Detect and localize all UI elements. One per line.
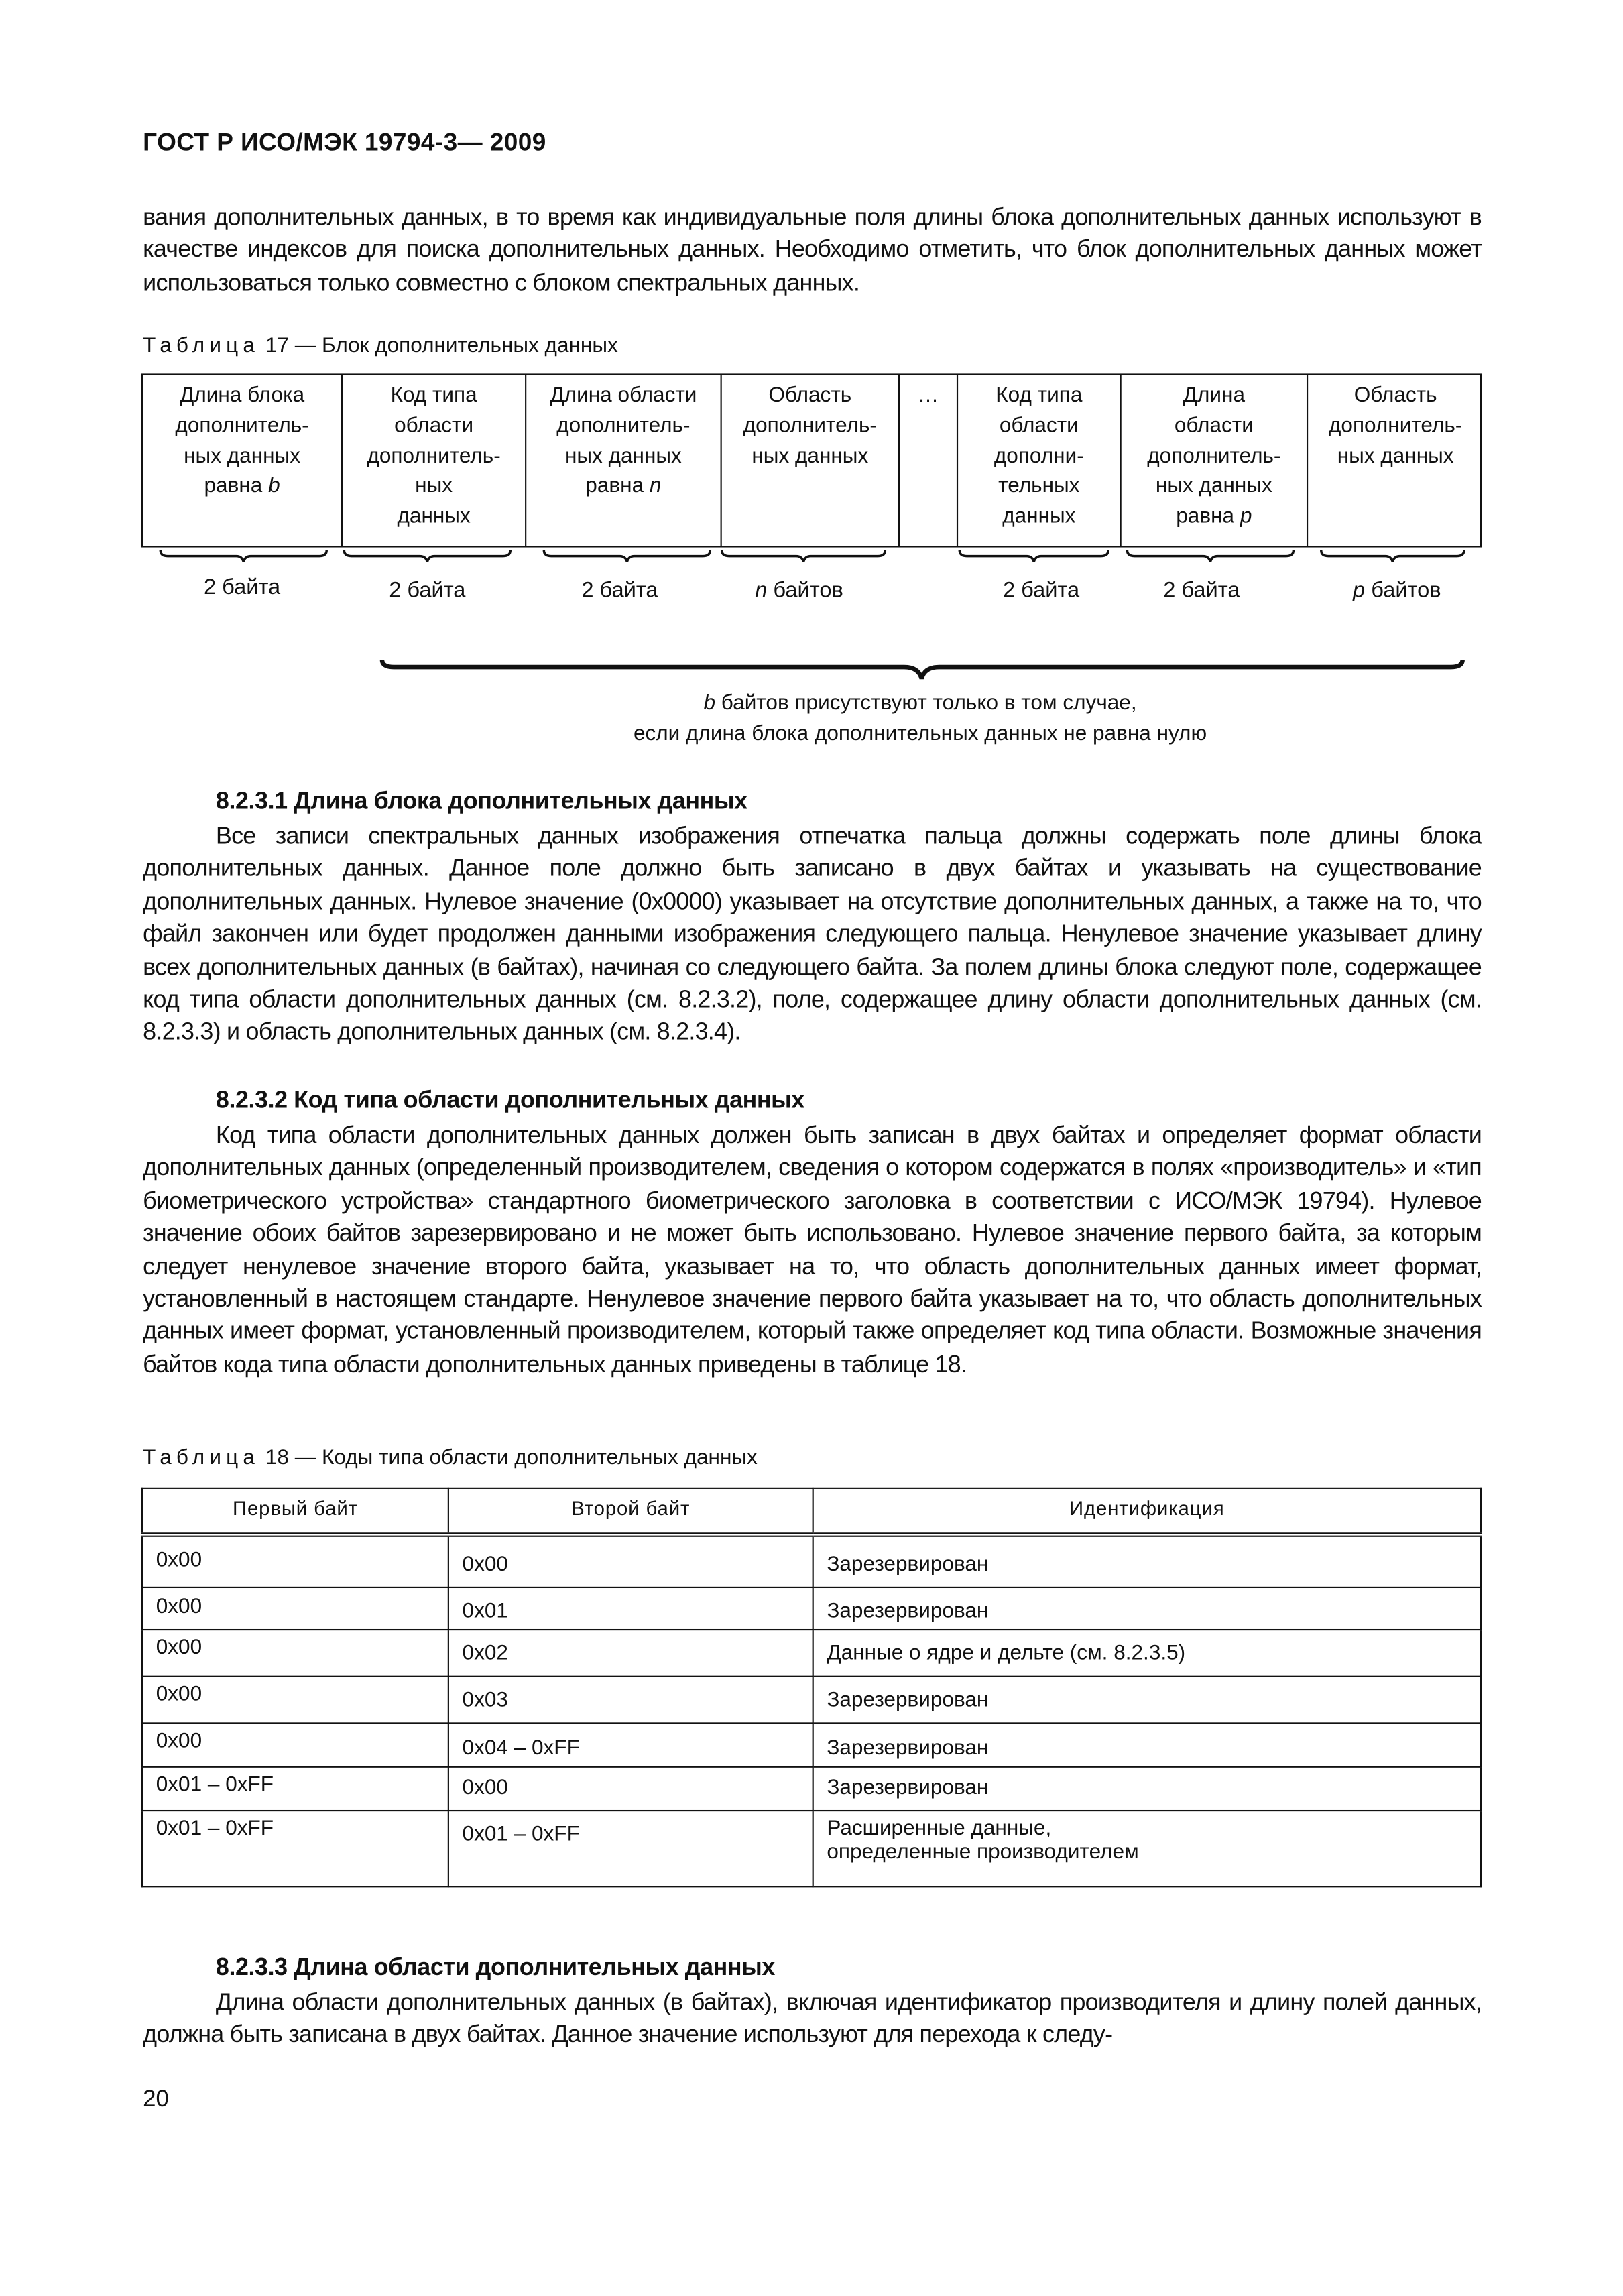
table18-row (142, 1630, 1481, 1677)
table17-caption-text: 17 — Блок дополнительных данных (265, 334, 618, 358)
table17-cell-line: Область (1354, 383, 1437, 408)
table18-row (142, 1587, 1481, 1630)
small-brace (722, 550, 886, 562)
note-line1-text: байтов присутствуют только в том случае, (721, 692, 1137, 715)
table17-cell-line: данных (397, 505, 471, 529)
table17-cell-line: Код типа (390, 383, 477, 408)
table18-row (142, 1677, 1481, 1724)
small-brace (959, 550, 1108, 562)
table17-cell-line: ных данных (1155, 475, 1272, 499)
table18-cell-line2: определенные производителем (827, 1840, 1139, 1864)
table18-cell-first-byte: 0x01 – 0xFF (142, 1811, 448, 1886)
table17-cell-line: дополнитель- (556, 414, 690, 438)
table18-row (142, 1535, 1481, 1587)
small-brace (344, 550, 510, 562)
small-brace (544, 550, 710, 562)
table18-cell-identification: Зарезервирован (813, 1723, 1481, 1766)
table17-cell-line: Длина (1183, 383, 1246, 408)
table18-row (142, 1767, 1481, 1811)
table17-cell-line: тельных (998, 475, 1080, 499)
table17-cell-line: данных (1002, 505, 1076, 529)
table17-cell-line: Код типа (996, 383, 1083, 408)
table17-cell-line: Область (768, 383, 852, 408)
table17-cell-line: ных (415, 475, 453, 499)
table18-cell-second-byte: 0x00 (448, 1535, 813, 1587)
table18-cell-identification: Расширенные данные, определенные производителем (813, 1811, 1481, 1886)
small-brace (160, 550, 326, 562)
table17-cell-line: ных данных (184, 444, 300, 469)
table18-cell-identification: Данные о ядре и дельте (см. 8.2.3.5) (813, 1630, 1481, 1677)
table18-caption-prefix: Таблица (143, 1446, 260, 1470)
byte-label: p байтов (1353, 578, 1441, 603)
page-number: 20 (143, 2087, 169, 2112)
table18-cell-first-byte: 0x01 – 0xFF (142, 1767, 448, 1811)
table17-caption-prefix: Таблица (143, 334, 260, 358)
table18-cell-second-byte: 0x00 (448, 1767, 813, 1811)
table18-header-second-byte: Второй байт (448, 1488, 813, 1535)
section-8-2-3-2-heading: 8.2.3.2 Код типа области дополнительных данных (215, 1087, 804, 1114)
table17-cell-line: области (1174, 414, 1254, 438)
table17-cell-line: Длина блока (180, 383, 305, 408)
table17-cell-line: равна b (204, 475, 280, 499)
table17-cell-line: равна n (585, 475, 662, 499)
table17-cell-line: ных данных (564, 444, 682, 469)
table18-cell-second-byte: 0x04 – 0xFF (448, 1723, 813, 1766)
table18-cell-first-byte: 0x00 (142, 1535, 448, 1587)
table18-cell-second-byte: 0x03 (448, 1677, 813, 1724)
large-brace (382, 660, 1463, 678)
intro-paragraph: вания дополнительных данных, в то время как индивидуальные поля длины блока дополнительных данных используют в качестве индексов для поиска дополнительных данных. Необходимо отметить, что блок дополнительных данных может использоваться только совместно с блоком спектральных данных. (143, 204, 1482, 296)
table17-cell-line: дополнитель- (175, 414, 309, 438)
byte-label: 2 байта (1163, 578, 1240, 603)
table17-cell-line: области (999, 414, 1079, 438)
table18-header-first-byte: Первый байт (142, 1488, 448, 1535)
table18-cell-first-byte: 0x00 (142, 1723, 448, 1766)
table17-cell-line: … (917, 383, 939, 408)
table17-cell-line: дополни- (994, 444, 1084, 469)
table17-cell-line: равна p (1176, 505, 1252, 529)
table18-cell-identification: Зарезервирован (813, 1767, 1481, 1811)
byte-label: 2 байта (581, 578, 658, 603)
small-brace (1127, 550, 1293, 562)
table18-cell-second-byte: 0x01 – 0xFF (448, 1811, 813, 1886)
section-8-2-3-3-text: Длина области дополнительных данных (в байтах), включая идентификатор производителя и длину полей данных, должна быть записана в двух байтах. Данное значение используют для перехода к следу- (143, 1989, 1482, 2049)
table18-caption (143, 1447, 758, 1470)
byte-label: 2 байта (203, 575, 281, 600)
table17-cell-line: Длина области (550, 383, 697, 408)
table17-cell-line: дополнитель- (743, 414, 877, 438)
table17-cell-line: ных данных (752, 444, 869, 469)
table17-cell-line: ных данных (1337, 444, 1454, 469)
section-8-2-3-1-heading: 8.2.3.1 Длина блока дополнительных данных (215, 788, 747, 814)
table18-row (142, 1811, 1481, 1886)
table17-cell-line: области (394, 414, 474, 438)
section-8-2-3-1-text: Все записи спектральных данных изображения отпечатка пальца должны содержать поле длины блока дополнительных данных. Данное поле должно быть записано в двух байтах и указывать на существование дополнительных данных. Нулевое значение (0x0000) указывает на отсутствие дополнительных данных, а также на то, что файл закончен или будет продолжен данными изображения следующего пальца. Ненулевое значение указывает длину всех дополнительных данных (в байтах), начиная со следующего байта. За полем длины блока следуют поле, содержащее код типа области дополнительных данных (см. 8.2.3.2), поле, содержащее длину области дополнительных данных (см. 8.2.3.3) и область дополнительных данных (см. 8.2.3.4). (143, 823, 1482, 1046)
byte-label: 2 байта (1002, 578, 1080, 603)
table18-header-identification: Идентификация (813, 1488, 1481, 1535)
table18-cell-first-byte: 0x00 (142, 1630, 448, 1677)
table18-row (142, 1723, 1481, 1766)
table18 (141, 1488, 1482, 1888)
table18-caption-text: 18 — Коды типа области дополнительных данных (265, 1446, 758, 1470)
table17-note-line1: b байтов присутствуют только в том случае, (703, 692, 1137, 715)
table17-note-line2: если длина блока дополнительных данных не равна нулю (633, 722, 1207, 746)
table18-cell-first-byte: 0x00 (142, 1587, 448, 1630)
table18-cell-second-byte: 0x01 (448, 1587, 813, 1630)
table17-cell-line: дополнитель- (367, 444, 501, 469)
section-8-2-3-2-text: Код типа области дополнительных данных должен быть записан в двух байтах и определяет формат области дополнительных данных (определенный производителем, сведения о котором содержатся в полях «производитель» и «тип биометрического устройства» стандартного биометрического заголовка в соответствии с ИСО/МЭК 19794). Нулевое значение обоих байтов зарезервировано и не может быть использовано. Нулевое значение первого байта, за которым следует ненулевое значение второго байта, указывает на то, что область дополнительных данных имеет формат, установленный в настоящем стандарте. Ненулевое значение первого байта указывает на то, что область дополнительных данных имеет формат, установленный производителем, который также определяет код типа области. Возможные значения байтов кода типа области дополнительных данных приведены в таблице 18. (143, 1122, 1482, 1378)
table18-cell-first-byte: 0x00 (142, 1677, 448, 1724)
table18-cell-identification: Зарезервирован (813, 1535, 1481, 1587)
small-brace (1321, 550, 1464, 562)
section-8-2-3-3-heading: 8.2.3.3 Длина области дополнительных данных (215, 1954, 775, 1981)
table18-cell-identification: Зарезервирован (813, 1677, 1481, 1724)
document-header: ГОСТ Р ИСО/МЭК 19794-3— 2009 (143, 128, 546, 156)
byte-label: 2 байта (389, 578, 466, 603)
table17-cell-line: дополнитель- (1147, 444, 1281, 469)
table17-cell-line: дополнитель- (1329, 414, 1463, 438)
byte-label: n байтов (755, 578, 843, 603)
table18-cell-second-byte: 0x02 (448, 1630, 813, 1677)
table17-note (379, 689, 1461, 750)
table18-cell-identification: Зарезервирован (813, 1587, 1481, 1630)
